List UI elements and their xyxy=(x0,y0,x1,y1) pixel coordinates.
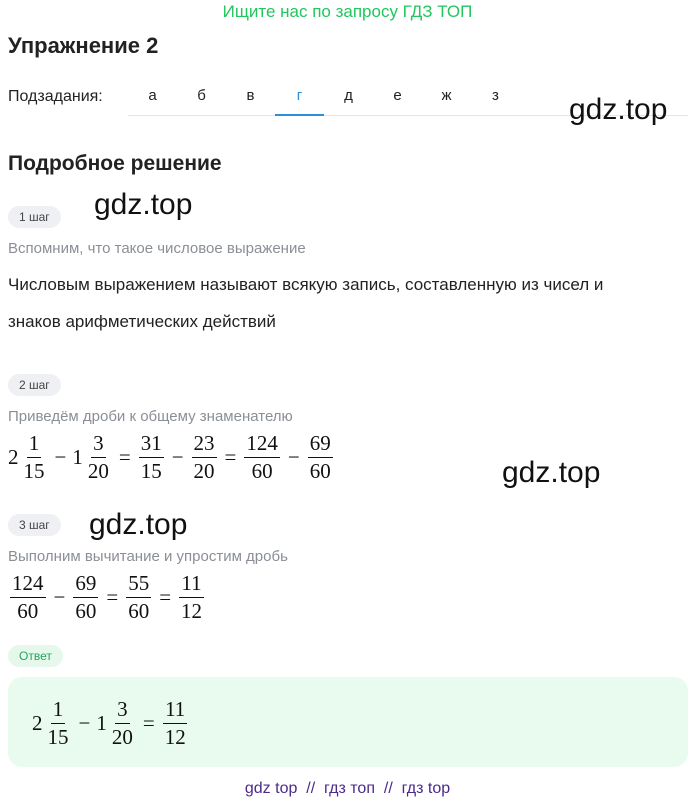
math-operator: − xyxy=(53,585,66,609)
math-expression xyxy=(8,573,206,622)
step-text: Числовым выражением называют всякую запись, составленную из чисел и xyxy=(8,275,604,294)
tab-v[interactable]: в xyxy=(246,87,255,104)
promo-banner[interactable]: Ищите нас по запросу ГДЗ ТОП xyxy=(222,2,473,21)
watermark: gdz.top xyxy=(94,188,193,221)
math-expression xyxy=(8,433,335,482)
fraction: $\frac{124}{60}$ xyxy=(246,431,278,483)
math-operator: − xyxy=(287,445,300,469)
fraction: $\frac{11}{12}$ xyxy=(181,571,203,623)
math-number: 2 xyxy=(8,445,19,469)
page-title: Упражнение 2 xyxy=(8,33,159,58)
tab-a[interactable]: а xyxy=(148,87,157,104)
fraction: $\frac{55}{60}$ xyxy=(128,571,150,623)
fraction: $\frac{1}{15}$ xyxy=(23,431,45,483)
tab-d[interactable]: д xyxy=(344,87,353,104)
tab-zh[interactable]: ж xyxy=(441,87,452,104)
fraction: $\frac{69}{60}$ xyxy=(309,431,331,483)
math-operator: − xyxy=(78,711,91,735)
fraction: $\frac{23}{20}$ xyxy=(193,431,215,483)
fraction: $\frac{31}{15}$ xyxy=(140,431,162,483)
step-badge: 2 шаг xyxy=(8,374,61,396)
step-text: знаков арифметических действий xyxy=(8,312,276,331)
answer-expression xyxy=(32,699,190,748)
fraction: $\frac{3}{20}$ xyxy=(111,697,133,749)
solution-heading: Подробное решение xyxy=(8,152,222,175)
watermark: gdz.top xyxy=(89,508,188,541)
step-hint: Вспомним, что такое числовое выражение xyxy=(8,240,306,257)
math-operator: − xyxy=(171,445,184,469)
math-operator: = xyxy=(142,711,155,735)
fraction: $\frac{1}{15}$ xyxy=(47,697,69,749)
step-hint: Приведём дроби к общему знаменателю xyxy=(8,408,293,425)
fraction: $\frac{69}{60}$ xyxy=(75,571,97,623)
math-operator: = xyxy=(159,585,172,609)
fraction: $\frac{11}{12}$ xyxy=(164,697,186,749)
math-number: 2 xyxy=(32,711,43,735)
fraction: $\frac{124}{60}$ xyxy=(12,571,44,623)
watermark: gdz.top xyxy=(502,456,601,489)
math-operator: = xyxy=(106,585,119,609)
math-number: 1 xyxy=(96,711,107,735)
tab-z[interactable]: з xyxy=(492,87,499,104)
watermark: gdz.top xyxy=(569,93,668,126)
subtasks-label: Подзадания: xyxy=(8,88,103,105)
tab-g[interactable]: г xyxy=(275,82,324,115)
step-badge: 3 шаг xyxy=(8,514,61,536)
answer-box xyxy=(8,677,688,767)
tab-b[interactable]: б xyxy=(197,87,206,104)
footer-links[interactable]: gdz top // гдз топ // гдз top xyxy=(244,780,451,797)
math-operator: − xyxy=(54,445,67,469)
math-operator: = xyxy=(224,445,237,469)
tab-e[interactable]: е xyxy=(393,87,402,104)
math-number: 1 xyxy=(72,445,83,469)
answer-badge: Ответ xyxy=(8,645,63,667)
step-hint: Выполним вычитание и упростим дробь xyxy=(8,548,288,565)
fraction: $\frac{3}{20}$ xyxy=(87,431,109,483)
math-operator: = xyxy=(118,445,131,469)
step-badge: 1 шаг xyxy=(8,206,61,228)
